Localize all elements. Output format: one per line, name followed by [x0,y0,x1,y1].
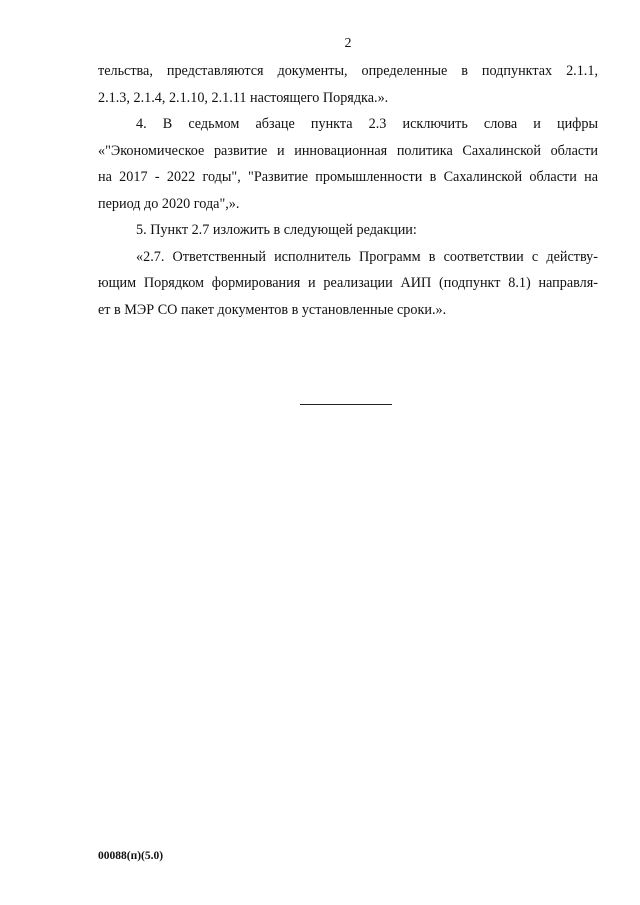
quoted-paragraph-first-line: «2.7. Ответственный исполнитель Программ в соответствии с действу- [136,248,598,265]
text-line: период до 2020 года",». [98,195,240,212]
paragraph-5-first-line: 5. Пункт 2.7 изложить в следующей редакции: [136,222,417,238]
text-line: тельства, представляются документы, определенные в подпунктах 2.1.1, [98,63,598,79]
text-line: «"Экономическое развитие и инновационная политика Сахалинской области [98,142,598,159]
paragraph-4-first-line: 4. В седьмом абзаце пункта 2.3 исключить слова и цифры [136,116,598,132]
document-code: 00088(п)(5.0) [98,850,164,862]
end-of-text-divider [300,404,392,405]
text-line: на 2017 - 2022 годы", "Развитие промышленности в Сахалинской области на [98,169,598,185]
text-line: ет в МЭР СО пакет документов в установленные сроки.». [98,301,447,318]
text-line: 2.1.3, 2.1.4, 2.1.10, 2.1.11 настоящего Порядка.». [98,89,389,106]
document-body [98,58,598,323]
text-line: ющим Порядком формирования и реализации АИП (подпункт 8.1) направля- [98,275,598,291]
page-number: 2 [344,36,352,51]
